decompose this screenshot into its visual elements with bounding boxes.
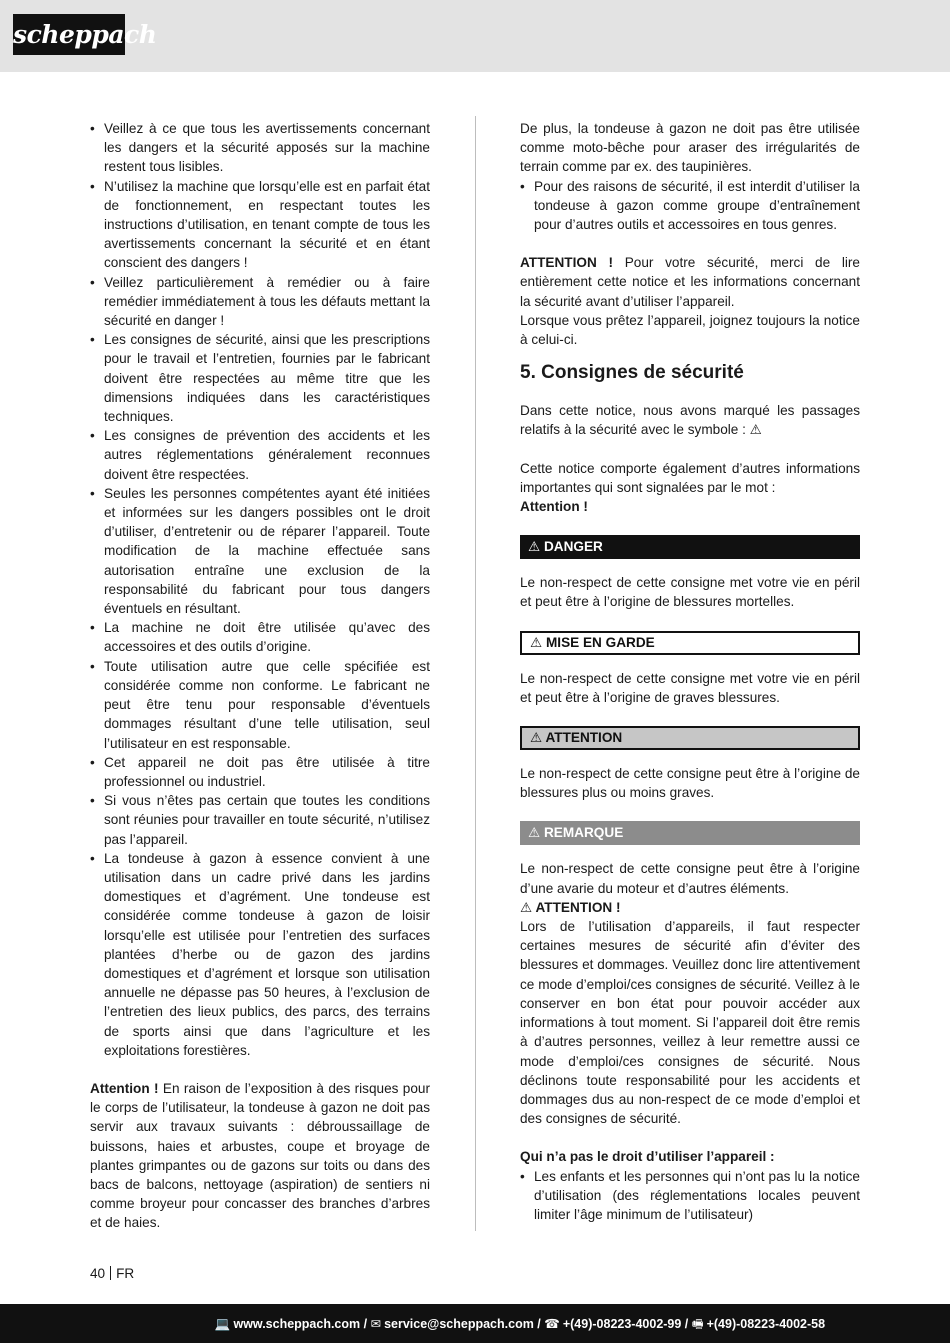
left-column (90, 119, 430, 1233)
attention2-label (520, 898, 860, 917)
list-item: • Cet appareil ne doit pas être utilisée à titre professionnel ou industriel. (90, 753, 430, 791)
list-item: • Les consignes de sécurité, ainsi que les prescriptions pour le travail et l’entretien, fournies par le fabricant doivent être respectées au même titre que les dimensions indiquées dans les caractéristiques techniques. (90, 330, 430, 426)
attention2-text: Lors de l’utilisation d’appareils, il faut respecter certaines mesures de sécurité afin d’éviter des blessures et dommages. Veuillez donc lire attentivement ce mode d’emploi/ces consignes de sécurité. Veillez à le conserver en bon état pour pouvoir accéder aux informations à tout moment. Si l’appareil doit être remis à d’autres personnes, veillez à leur remettre aussi ce mode d’emploi/ces consignes de sécurité. Nous déclinons toute responsabilité pour les accidents et dommages dus au non-respect de ce mode d’emploi et des consignes de sécurité. (520, 919, 860, 1127)
email-icon: ✉ (370, 1317, 382, 1331)
caution-label-box: ⚠ ATTENTION (520, 726, 860, 750)
contact-line (0, 1315, 950, 1333)
list-item: • Toute utilisation autre que celle spécifiée est considérée comme non conforme. Le fabricant ne peut être tenu pour responsable d’éventuels dommages résultant d’une telle utilisation, seul l’utilisateur en est responsable. (90, 657, 430, 753)
attention-paragraph (520, 253, 860, 311)
list-item: • Veillez particulièrement à remédier ou à faire remédier immédiatement à tous les défauts mettant la sécurité en danger ! (90, 273, 430, 331)
danger-label-box: ⚠ DANGER (520, 535, 860, 559)
phone-number: +(49)-08223-4002-99 / (562, 1317, 689, 1331)
right-column (520, 119, 860, 1224)
page-separator (110, 1266, 111, 1280)
attention2-label-text: ⚠ ATTENTION ! (520, 899, 621, 915)
info-word (520, 497, 860, 516)
attention-text: En raison de l’exposition à des risques pour le corps de l’utilisateur, la tondeuse à gazon ne doit pas servir aux travaux suivants : débroussaillage de buissons, haies et arbustes, coupe et broyage de plantes grimpantes ou de gazons sur toits ou dans des bacs de balcons, nettoyage (aspiration) de sentiers ni comme broyeur pour concasser des branches d’arbres et de haies. (90, 1080, 430, 1231)
list-item: • Les enfants et les personnes qui n’ont pas lu la notice d’utilisation (des réglementations locales peuvent limiter l’âge minimum de l’utilisateur) (520, 1167, 860, 1225)
list-item: • Les consignes de prévention des accidents et les autres réglementations généralement reconnues doivent être respectées. (90, 426, 430, 484)
section-title: 5. Consignes de sécurité (520, 362, 744, 384)
list-item: • La machine ne doit être utilisée qu’avec des accessoires et des outils d’origine. (90, 618, 430, 656)
info-word-label: Attention ! (520, 499, 588, 515)
who-bullet-list (520, 1167, 860, 1225)
contact-footer-band (0, 1304, 950, 1343)
list-item: • La tondeuse à gazon à essence convient à une utilisation dans un cadre privé dans les jardins domestiques et d’agrément. Une tondeuse est considérée comme tondeuse à gazon de loisir lorsqu’elle est utilisée pour l’entretien des surfaces plantées d’herbe ou de gazon des jardins domestiques et d’agrément et lorsque son utilisation annuelle ne dépasse pas 50 heures, à l’exclusion de l’entretien des lieux publics, des parcs, des terrains de sports ainsi que dans l’agriculture et les exploitations forestières. (90, 849, 430, 1060)
symbol-paragraph: Dans cette notice, nous avons marqué les passages relatifs à la sécurité avec le symbole : ⚠ (520, 403, 860, 438)
page-number: 40 (90, 1266, 106, 1281)
list-item: • Si vous n’êtes pas certain que toutes les conditions sont réunies pour travailler en toute sécurité, n’utilisez pas l’appareil. (90, 791, 430, 849)
warning-label-box: ⚠ MISE EN GARDE (520, 631, 860, 655)
caution-text: Le non-respect de cette consigne peut être à l’origine de blessures plus ou moins graves. (520, 766, 860, 801)
language-code: FR (116, 1266, 135, 1281)
list-item: • N’utilisez la machine que lorsqu’elle est en parfait état de fonctionnement, en respectant toutes les instructions d’utilisation, en tenant compte de tous les avertissements concernant la sécurité et en étant conscient des dangers ! (90, 177, 430, 273)
intro-bullet-list (520, 177, 860, 235)
fax-number: +(49)-08223-4002-58 (706, 1317, 826, 1331)
attention-label: ATTENTION ! (520, 255, 613, 271)
computer-icon: 💻 (214, 1317, 231, 1331)
danger-text: Le non-respect de cette consigne met votre vie en péril et peut être à l’origine de blessures mortelles. (520, 575, 860, 610)
intro-paragraph: De plus, la tondeuse à gazon ne doit pas être utilisée comme moto-bêche pour araser des irrégularités de terrain comme par ex. des taupinières. (520, 121, 860, 175)
attention-paragraph (90, 1079, 430, 1233)
warning-text: Le non-respect de cette consigne met votre vie en péril et peut être à l’origine de graves blessures. (520, 670, 860, 705)
fax-icon: 🖷 (691, 1317, 704, 1331)
safety-bullet-list (90, 119, 430, 1060)
lend-paragraph: Lorsque vous prêtez l’appareil, joignez toujours la notice à celui-ci. (520, 312, 860, 348)
note-text: Le non-respect de cette consigne peut être à l’origine d’une avarie du moteur et d’autres éléments. (520, 861, 860, 896)
list-item: • Veillez à ce que tous les avertissements concernant les dangers et la sécurité apposés sur la machine restent tous lisibles. (90, 119, 430, 177)
attention-text: Pour votre sécurité, merci de lire entièrement cette notice et les informations concernant la sécurité avant d’utiliser l’appareil. (520, 255, 860, 309)
who-title (520, 1147, 860, 1166)
email-link[interactable]: service@scheppach.com / (384, 1317, 541, 1331)
who-title-text: Qui n’a pas le droit d’utiliser l’appareil : (520, 1149, 775, 1165)
phone-icon: ☎ (544, 1317, 560, 1331)
list-item: • Pour des raisons de sécurité, il est interdit d’utiliser la tondeuse à gazon comme groupe d’entraînement pour d’autres outils et accessoires en tous genres. (520, 177, 860, 235)
list-item: • Seules les personnes compétentes ayant été initiées et informées sur les dangers possibles ont le droit d’utiliser, d’entretenir ou de réparer l’appareil. Toute modification de la machine effectuée sans autorisation entraîne une exclusion de la responsabilité du fabricant pour tous dangers éventuels en résultant. (90, 484, 430, 618)
attention-label: Attention ! (90, 1080, 159, 1096)
header-band (0, 0, 950, 72)
info-paragraph: Cette notice comporte également d’autres informations importantes qui sont signalées par le mot : (520, 460, 860, 495)
note-label-box: ⚠ REMARQUE (520, 821, 860, 845)
website-link[interactable]: www.scheppach.com / (233, 1317, 368, 1331)
column-divider (475, 116, 476, 1231)
page-footer (90, 1265, 134, 1283)
scheppach-logo: scheppach (13, 14, 125, 55)
